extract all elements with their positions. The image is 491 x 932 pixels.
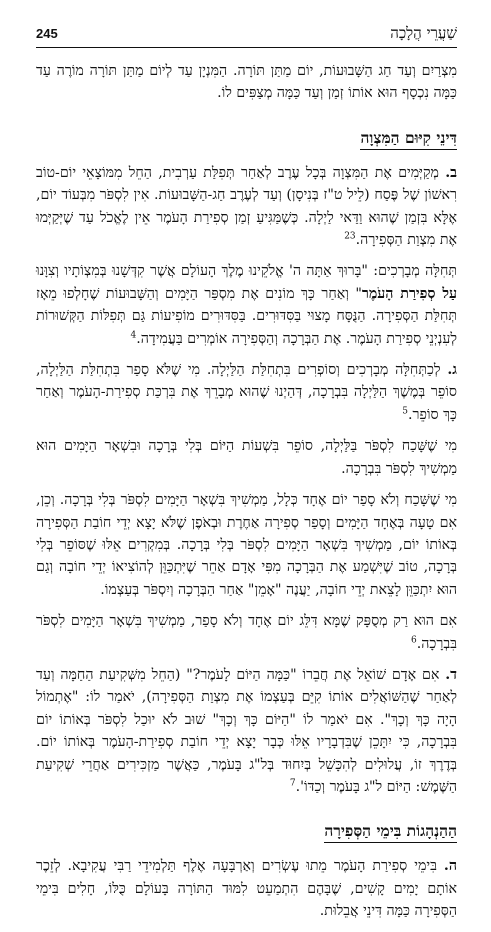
intro-paragraph: מִצְרַיִם וְעַד חַג הַשָּׁבוּעוֹת, יוֹם מַתַּן תּוֹרָה. הַמִּנְיָן עַד לְיוֹם מַתַּן תּוֹרָה מוֹרֶה עַד כַּמָּה נִכְסָף הוּא אוֹתוֹ זְמַן וְעַד כַּמָּה מְצַפִּים לוֹ. [36,63,457,102]
header-divider [36,47,457,48]
paragraph-text: אִם אָדָם שׁוֹאֵל אֶת חֲבֵרוֹ "כַּמָּה הַיּוֹם לָעֹמֶר?" (הַחֵל מִשְּׁקִיעַת הַחַמָּה וְעַד לְאַחַר שֶׁהַשּׁוֹאֲלִים אוֹתוֹ קִיֵּם בְּעַצְמוֹ אֶת מִצְוַת הַסְּפִירָה), יֹאמַר לוֹ: "אֶתְמוֹל הָיָה כָּךְ וְכָךְ". אִם יֹאמַר לוֹ "הַיּוֹם כָּךְ וְכָךְ" שׁוּב לֹא יוּכַל לִסְפֹּר בְּאוֹתוֹ יוֹם בִּבְרָכָה, כִּי יִתָּכֵן שֶׁבִּדְבָרָיו אֵלּוּ כְּבָר יָצָא יְדֵי חוֹבַת סְפִירַת-הָעֹמֶר בְּאוֹתוֹ יוֹם. בְּדֶרֶךְ זוֹ, עֲלוּלִים לְהִכָּשֵׁל בְּיִחוּד בְּל"ג בָּעֹמֶר, כַּאֲשֶׁר מַזְכִּירִים אַחֲרֵי שְׁקִיעַת הַשֶּׁמֶשׁ: הַיּוֹם ל"ג בָּעֹמֶר וְכַדּוֹ'. [36,666,457,795]
section-heading-customs [36,807,457,855]
footnote-mark: 3 [349,231,356,242]
paragraph-letter: ב. [445,164,457,181]
forgot-night-paragraph: מִי שֶׁשָּׁכַח לִסְפֹּר בַּלַּיְלָה, סוֹפֵר בִּשְׁעוֹת הַיּוֹם בְּלִי בְּרָכָה וּבִשְׁאָר הַיָּמִים הוּא מַמְשִׁיךְ לִסְפֹּר בִּבְרָכָה. [36,438,457,477]
page-header [36,26,457,46]
paragraph-letter: ד. [445,666,457,683]
section-title: דִּינֵי קִיּוּם הַמִּצְוָה [360,128,457,150]
paragraph-g [36,359,457,426]
blessing-text-end: " וְאַחַר כָּךְ מוֹנִים אֶת מִסְפַּר הַיָּמִים וְהַשָּׁבוּעוֹת שֶׁחָלְפוּ מֵאָז תְּחִלַּת הַסְּפִירָה. הַנֻּסָּח מָצוּי בַּסִּדּוּרִים. בַּסִּדּוּרִים מוֹפִיעוֹת גַּם תְּפִלּוֹת הַקְּשׁוּרוֹת לְעִנְיְנֵי סְפִירַת הָעֹמֶר. אֶת הַבְּרָכָה וְהַסְּפִירָה אוֹמְרִים בַּעֲמִידָה. [36,285,457,347]
forgot-day-paragraph: מִי שֶׁשָּׁכַח וְלֹא סָפַר יוֹם אֶחָד כְּלָל, מַמְשִׁיךְ בִּשְׁאָר הַיָּמִים לִסְפֹּר בְּלִי בְּרָכָה. וְכֵן, אִם טָעָה בְּאֶחָד הַיָּמִים וְסָפַר סְפִירָה אַחֶרֶת וּבְאֹפֶן שֶׁלֹּא יָצָא יְדֵי חוֹבַת הַסְּפִירָה בְּאוֹתוֹ יוֹם, מַמְשִׁיךְ בִּשְׁאָר הַיָּמִים לִסְפֹּר בְּלִי בְּרָכָה. בְּמִקְרִים אֵלּוּ שֶׁסּוֹפֵר בְּלִי בְּרָכָה, טוֹב שֶׁיִּשְׁמַע אֶת הַבְּרָכָה מִפִּי אָדָם אַחֵר שֶׁיִּתְכַּוֵּן לְהוֹצִיאוֹ יְדֵי חוֹבָה וְגַם הוּא יִתְכַּוֵּן לָצֵאת יְדֵי חוֹבָה, יַעֲנֶה "אָמֵן" אַחַר הַבְּרָכָה וְיִסְפֹּר בְּעַצְמוֹ. [36,492,457,598]
blessing-paragraph [36,260,457,350]
paragraph-letter: ג. [447,362,457,379]
page-number: 245 [36,26,58,41]
doubt-paragraph [36,610,457,655]
paragraph-text: בִּימֵי סְפִירַת הָעֹמֶר מֵתוּ עֶשְׂרִים וְאַרְבָּעָה אֶלֶף תַּלְמִידֵי רַבִּי עֲקִיבָא. לְזֵכֶר אוֹתָם יָמִים קָשִׁים, שֶׁבָּהֶם הִתְמַעֵט לִמּוּד הַתּוֹרָה בָּעוֹלָם כֻּלּוֹ, חָלִים בִּימֵי הַסְּפִירָה כַּמָּה דִּינֵי אֲבֵלוּת. [36,858,457,920]
running-title: שַׁעֲרֵי הֲלָכָה [390,24,457,42]
paragraph-b [36,162,457,252]
footnote-mark: 5 [402,406,408,417]
footnote-mark: 4 [130,329,137,340]
paragraph-text: לְכַתְּחִלָּה מְבָרְכִים וְסוֹפְרִים בִּתְחִלַּת הַלַּיְלָה. מִי שֶׁלֹּא סָפַר בִּתְחִלַּת הַלַּיְלָה, סוֹפֵר בְּמֶשֶׁךְ הַלַּיְלָה בִּבְרָכָה, דְּהַיְנוּ שֶׁהוּא מְבָרֵךְ אֶת בִּרְכַּת סְפִירַת-הָעֹמֶר וְאַחַר כָּךְ סוֹפֵר. [36,362,457,423]
paragraph-d [36,664,457,798]
section-title: הַהַנְהָגוֹת בִּימֵי הַסְּפִירָה [324,821,457,843]
blessing-text-start: תְּחִלָּה מְבָרְכִים: "בָּרוּךְ אַתָּה ה' אֱלֹקֵינוּ מֶלֶךְ הָעוֹלָם אֲשֶׁר קִדְּשָׁנוּ בְּמִצְוֹתָיו וְצִוָּנוּ [36,263,457,280]
section-heading-mitzvah-laws [36,114,457,162]
paragraph-h [36,855,457,922]
paragraph-text: מְקַיְּמִים אֶת הַמִּצְוָה בְּכָל עֶרֶב לְאַחַר תְּפִלַּת עַרְבִית, הַחֵל מִמּוֹצָאֵי יוֹם-טוֹב רִאשׁוֹן שֶׁל פֶּסַח (לֵיל ט"ז בְּנִיסָן) וְעַד לְעֶרֶב חַג-הַשָּׁבוּעוֹת. אִין לִסְפֹּר מִבְּעוֹד יוֹם, אֶלָּא בִּזְמַן שֶׁהוּא וַדַּאי לַיְלָה. כְּשֶׁמַּגִּיעַ זְמַן סְפִירַת הָעֹמֶר אֵין לֶאֱכֹל עַד שֶׁיְּקַיְּמוּ אֶת מִצְוַת הַסְּפִירָה. [36,164,457,249]
footnote-mark: 2 [344,231,350,242]
footnote-mark: 7 [289,778,296,789]
paragraph-letter: ה. [443,858,457,875]
blessing-bold-phrase: עַל סְפִירַת הָעֹמֶר [361,285,457,302]
footnote-mark: 6 [411,634,417,645]
paragraph-text: אִם הוּא רַק מְסֻפָּק שֶׁמָּא דִּלֵּג יוֹם אֶחָד וְלֹא סָפַר, מַמְשִׁיךְ בִּשְׁאָר הַיָּמִים לִסְפֹּר בִּבְרָכָה. [36,613,457,652]
page-content [36,60,457,932]
